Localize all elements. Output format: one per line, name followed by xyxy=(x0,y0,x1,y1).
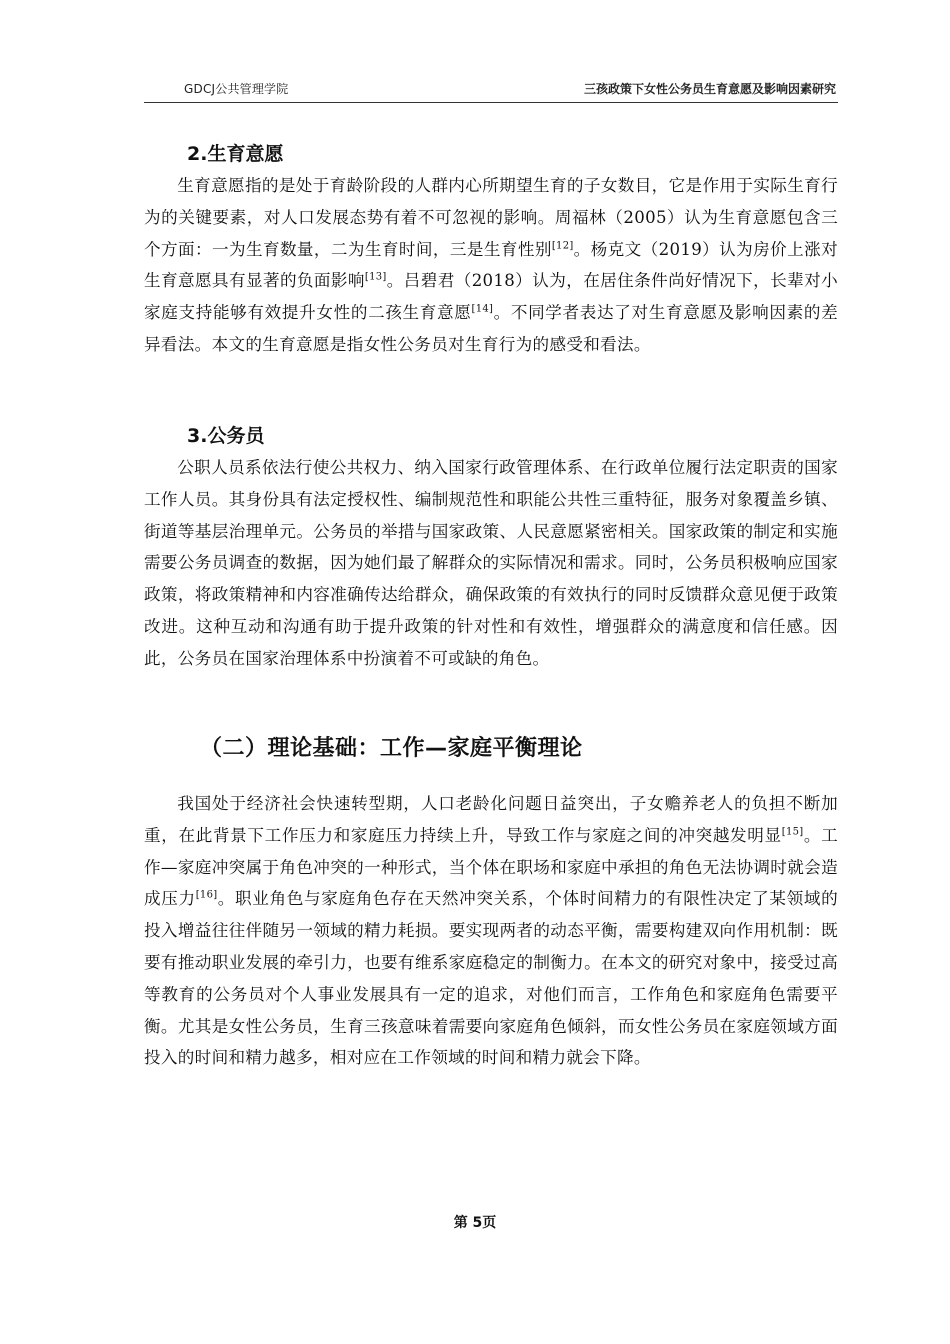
header-paper-title: 三孩政策下女性公务员生育意愿及影响因素研究 xyxy=(583,82,836,96)
citation-14: [14] xyxy=(471,303,494,315)
page-number: 第 5页 xyxy=(453,1215,497,1231)
citation-13: [13] xyxy=(364,271,387,283)
text-run: 。吕碧君（2018）认为，在居住条件尚好情况下，长辈对小家庭支持能够有效提升女性的二孩生育意愿 xyxy=(144,271,838,323)
text-run: 。职业角色与家庭角色存在天然冲突关系，个体时间精力的有限性决定了某领域的投入增益往往伴随另一领域的精力耗损。要实现两者的动态平衡，需要构建双向作用机制：既要有推动职业发展的牵引力，也要有维系家庭稳定的制衡力。在本文的研究对象中，接受过高等教育的公务员对个人事业发展具有一定的追求，对他们而言，工作角色和家庭角色需要平衡。尤其是女性公务员，生育三孩意味着需要向家庭角色倾斜，而女性公务员在家庭领域方面投入的时间和精力越多，相对应在工作领域的时间和精力就会下降。 xyxy=(144,889,838,1068)
paragraph-civil-servant: 公职人员系依法行使公共权力、纳入国家行政管理体系、在行政单位履行法定职责的国家工作人员。其身份具有法定授权性、编制规范性和职能公共性三重特征，服务对象覆盖乡镇、街道等基层治理单元。公务员的举措与国家政策、人民意愿紧密相关。国家政策的制定和实施需要公务员调查的数据，因为她们最了解群众的实际情况和需求。同时，公务员积极响应国家政策，将政策精神和内容准确传达给群众，确保政策的有效执行的同时反馈群众意见便于政策改进。这种互动和沟通有助于提升政策的针对性和有效性，增强群众的满意度和信任感。因此，公务员在国家治理体系中扮演着不可或缺的角色。 xyxy=(144,458,838,668)
text-run: 。不同学者表达了对生育意愿及影响因素的差异看法。本文的生育意愿是指女性公务员对生育行为的感受和看法。 xyxy=(144,303,838,354)
citation-12: [12] xyxy=(551,240,574,252)
paragraph-theory xyxy=(144,788,838,1074)
header-institution: GDCJ公共管理学院 xyxy=(184,82,289,96)
text-run: 。杨克文（2019）认为房价上涨对生育意愿具有显著的负面影响 xyxy=(144,239,838,291)
citation-16: [16] xyxy=(195,889,218,901)
text-run: 我国处于经济社会快速转型期，人口老龄化问题日益突出，子女赡养老人的负担不断加重，在此背景下工作压力和家庭压力持续上升，导致工作与家庭之间的冲突越发明显 xyxy=(144,794,838,845)
text-run: 生育意愿指的是处于育龄阶段的人群内心所期望生育的子女数目，它是作用于实际生育行为的关键要素，对人口发展态势有着不可忽视的影响。周福林（2005）认为生育意愿包含三个方面：一为生育数量，二为生育时间，三是生育性别 xyxy=(144,176,838,259)
section-title-theory: （二）理论基础：工作—家庭平衡理论 xyxy=(200,736,583,761)
paragraph-fertility-intention xyxy=(144,170,838,361)
section-title-civil-servant: 3.公务员 xyxy=(187,425,265,447)
running-header xyxy=(144,76,838,103)
text-run: 。工作—家庭冲突属于角色冲突的一种形式，当个体在职场和家庭中承担的角色无法协调时就会造成压力 xyxy=(144,825,838,909)
citation-15: [15] xyxy=(781,826,804,838)
section-title-fertility-intention: 2.生育意愿 xyxy=(187,143,284,165)
